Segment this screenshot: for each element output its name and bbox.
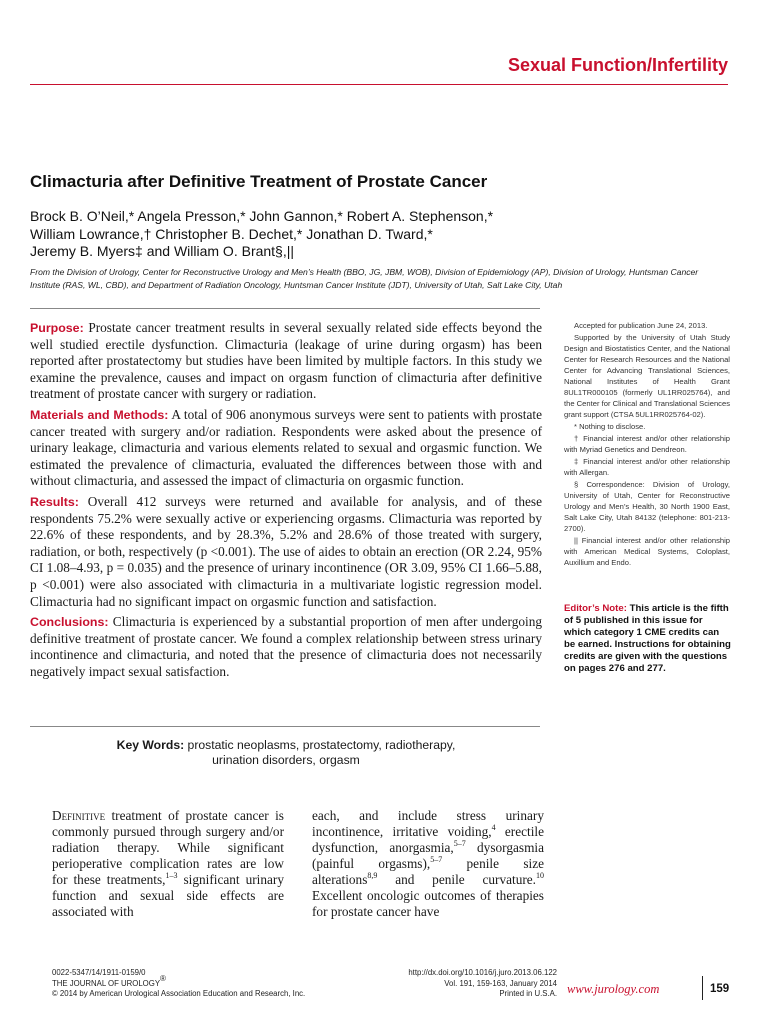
editor-note-heading: Editor’s Note: bbox=[564, 603, 627, 614]
abstract-heading: Conclusions: bbox=[30, 615, 109, 630]
abstract-text: Overall 412 surveys were returned and available for analysis, and of these respondents 75.2% were sexually active or experiencing orgasms. Climacturia was reported by 22.6% of these respondents, and by 28.3%, 5.2% and 28.6% of those treated with surgery, radiation, or both, respectively (p <0.001). The use of aides to obtain an erection (OR 2.24, 95% CI 1.08–4.93, p = 0.035) and the presence of urinary incontinence (OR 3.09, 95% CI 1.66–5.88, p <0.001) were also associated with climacturia in a multivariate logistic regression model. Climacturia had no significant impact on orgasmic function and satisfaction. bbox=[30, 493, 542, 609]
editor-note-text: This article is the fifth of 5 published in this issue for which category 1 CME credits can be earned. Instructions for obtaining credits are given with the questions on pages 276 and 277. bbox=[564, 603, 731, 675]
abstract-purpose bbox=[30, 320, 542, 403]
abstract-heading: Results: bbox=[30, 494, 79, 509]
section-label: Sexual Function/Infertility bbox=[507, 55, 728, 75]
footer-printed: Printed in U.S.A. bbox=[499, 989, 557, 998]
body-text: penile size alterations bbox=[312, 856, 545, 887]
sidebar-note: || Financial interest and/or other relationship with American Medical Systems, Coloplast, Auxillium and Endo. bbox=[564, 536, 730, 567]
keywords-line: urination disorders, orgasm bbox=[212, 753, 360, 767]
author-line: Jeremy B. Myers‡ and William O. Brant§,|| bbox=[30, 243, 295, 259]
body-text: each, and include stress urinary incontinence, irritative voiding, bbox=[312, 808, 544, 839]
citation: 4 bbox=[491, 822, 496, 832]
registered-mark: ® bbox=[160, 973, 166, 983]
sidebar-note: Supported by the University of Utah Study Design and Biostatistics Center, and the National Center for Research Resources and the National Center for Advancing Translational Sciences, National Institutes of Health Grant 8UL1TR000105 (formerly UL1RR025764), and the Center for Clinical and Translational Sciences grant support (CTSA 5UL1RR025764-02). bbox=[564, 333, 730, 419]
article-title: Climacturia after Definitive Treatment of Prostate Cancer bbox=[30, 172, 488, 191]
abstract-text: A total of 906 anonymous surveys were sent to patients with prostate cancer treated with surgery and/or radiation. Respondents were asked about the presence of urinary leakage, climacturia and various elements related to sexual and orgasmic function. We estimated the prevalence of climacturia, evaluated the differences between those with and without climacturia, and assessed the impact of climacturia on orgasmic function. bbox=[30, 406, 543, 489]
footer-divider bbox=[702, 976, 703, 1000]
abstract-text: Prostate cancer treatment results in several sexually related side effects beyond the well studied erectile dysfunction. Climacturia (leakage of urine during orgasm) has been reported after prostatectomy but studies have been limited by multiple factors. In this study we examine the prevalence, causes and impact on orgasm function of climacturia after definitive treatment of prostate cancer with surgery or radiation. bbox=[30, 320, 542, 402]
sidebar-notes bbox=[564, 320, 730, 569]
keywords-text: prostatic neoplasms, prostatectomy, radiotherapy, bbox=[187, 738, 456, 752]
citation: 5–7 bbox=[453, 838, 466, 848]
sidebar-note: Accepted for publication June 24, 2013. bbox=[574, 321, 708, 330]
abstract-heading: Materials and Methods: bbox=[30, 407, 169, 422]
affiliation: From the Division of Urology, Center for Reconstructive Urology and Men’s Health (BBO, JG, JBM, WOB), Division of Epidemiology (AP), Division of Urology, Huntsman Cancer Institute (RAS, WL, CBD), and Department of Radiation Oncology, Huntsman Cancer Institute (JDT), University of Utah, Salt Lake City, Utah bbox=[30, 267, 699, 290]
abstract-heading: Purpose: bbox=[30, 321, 84, 335]
footer-copyright: © 2014 by American Urological Association Education and Research, Inc. bbox=[52, 989, 306, 998]
abstract bbox=[30, 320, 542, 684]
journal-name: THE JOURNAL OF UROLOGY bbox=[52, 978, 161, 988]
body-column-left bbox=[52, 808, 284, 920]
abstract-results bbox=[30, 494, 542, 610]
body-text: treatment of prostate cancer is commonly pursued through surgery and/or radiation therapy. While significant perioperative complication rates are low for these treatments, bbox=[52, 808, 284, 887]
abstract-divider bbox=[30, 726, 540, 727]
sidebar-note: ‡ Financial interest and/or other relationship with Allergan. bbox=[564, 457, 730, 477]
sidebar-note: * Nothing to disclose. bbox=[574, 422, 646, 431]
page-number: 159 bbox=[710, 983, 730, 995]
editor-note bbox=[564, 603, 732, 676]
citation: 10 bbox=[536, 870, 544, 880]
footer-journal bbox=[52, 973, 305, 990]
abstract-conclusions bbox=[30, 614, 542, 680]
body-column-right bbox=[312, 808, 544, 920]
sidebar-note: § Correspondence: Division of Urology, University of Utah, Center for Reconstructive Urology and Men’s Health, 30 North 1900 East, Salt Lake City, Utah 84132 (telephone: 801-213-2700). bbox=[564, 480, 730, 533]
footer-volume: Vol. 191, 159-163, January 2014 bbox=[444, 978, 557, 988]
citation: 8,9 bbox=[367, 870, 378, 880]
section-divider bbox=[30, 84, 728, 85]
abstract-methods bbox=[30, 407, 542, 490]
drop-word: Definitive bbox=[52, 808, 106, 823]
body-text: significant urinary function and sexual side effects are associated with bbox=[52, 872, 284, 919]
journal-website-link[interactable]: www.jurology.com bbox=[567, 982, 660, 996]
affiliation-divider bbox=[30, 308, 540, 309]
author-list bbox=[30, 208, 720, 261]
author-line: William Lowrance,† Christopher B. Dechet,* Jonathan D. Tward,* bbox=[30, 225, 433, 242]
citation: 5–7 bbox=[430, 854, 443, 864]
footer-publication-info bbox=[52, 968, 305, 1000]
keywords-line bbox=[30, 738, 542, 753]
footer-issn: 0022-5347/14/1911-0159/0 bbox=[52, 968, 146, 977]
citation: 1–3 bbox=[165, 870, 178, 880]
author-line: Brock B. O’Neil,* Angela Presson,* John Gannon,* Robert A. Stephenson,* bbox=[30, 208, 494, 224]
abstract-text: Climacturia is experienced by a substantial proportion of men after undergoing definitive treatment of prostate cancer. We found a complex relationship between stress urinary incontinence and climacturia, and noted that the presence of climacturia does not necessarily negatively impact sexual satisfaction. bbox=[30, 614, 543, 679]
body-text: and penile curvature. bbox=[377, 872, 536, 887]
keywords bbox=[30, 738, 542, 768]
body-text: erectile dysfunction, anorgasmia, bbox=[312, 824, 544, 855]
body-text: dysorgasmia (painful orgasms), bbox=[312, 840, 545, 871]
keywords-heading: Key Words: bbox=[116, 738, 185, 752]
footer-doi[interactable]: http://dx.doi.org/10.1016/j.juro.2013.06.122 bbox=[408, 968, 557, 977]
sidebar-note: † Financial interest and/or other relationship with Myriad Genetics and Dendreon. bbox=[564, 434, 730, 454]
footer-citation-info bbox=[360, 968, 557, 1000]
body-text: Excellent oncologic outcomes of therapies for prostate cancer have bbox=[312, 888, 544, 919]
